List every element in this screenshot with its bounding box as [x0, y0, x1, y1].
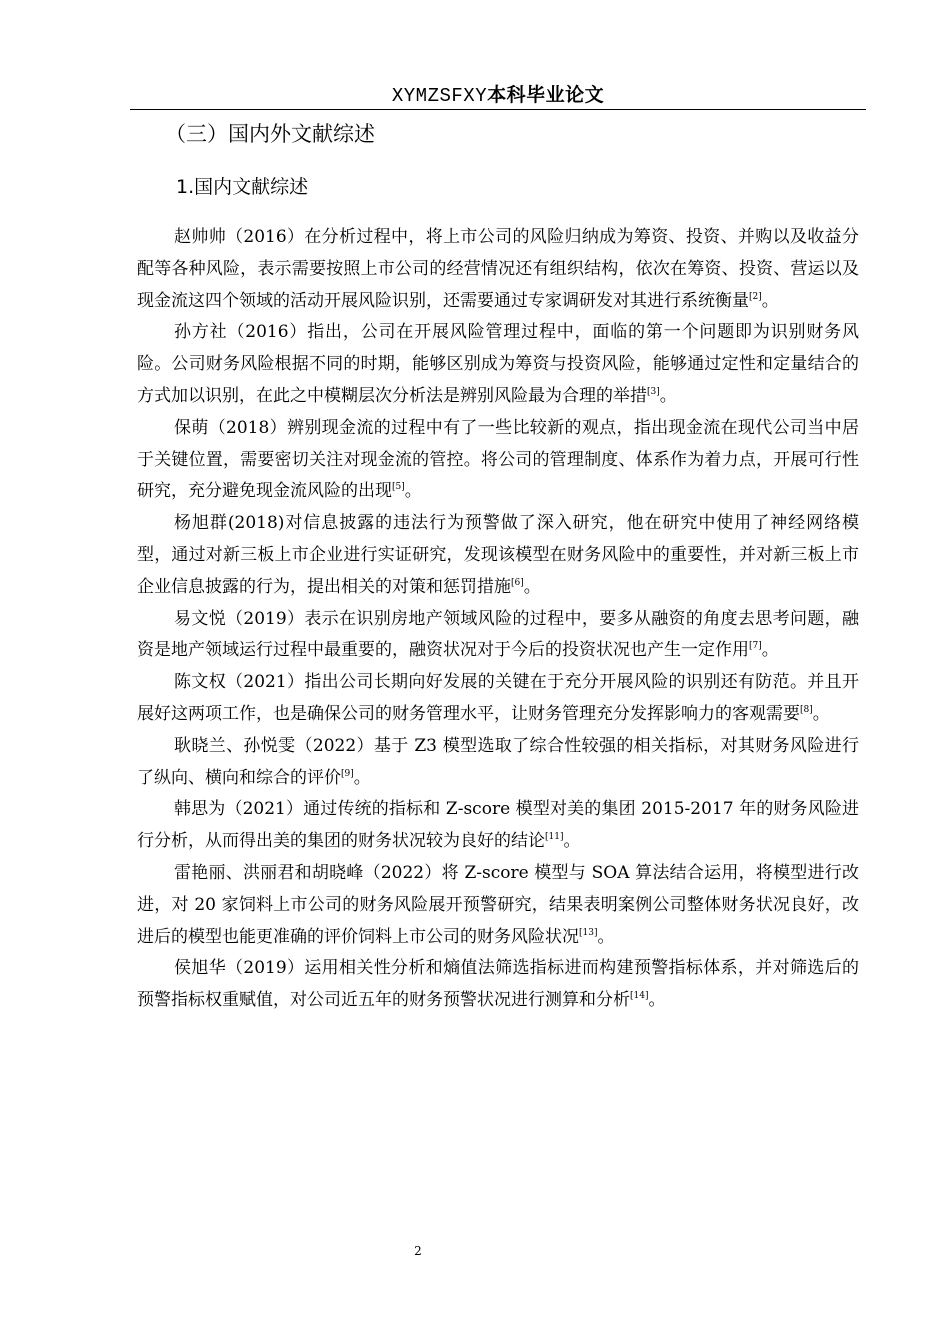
citation-ref: [13]	[579, 927, 598, 938]
citation-ref: [5]	[392, 482, 405, 493]
paragraph: 易文悦（2019）表示在识别房地产领域风险的过程中，要多从融资的角度去思考问题，融资是地产领域运行过程中最重要的，融资状况对于今后的投资状况也产生一定作用[7]。	[137, 608, 859, 661]
citation-ref: [14]	[630, 991, 649, 1002]
citation-ref: [3]	[647, 386, 660, 397]
page-header	[130, 82, 866, 110]
paragraph: 韩思为（2021）通过传统的指标和 Z-score 模型对美的集团 2015-2017 年的财务风险进行分析，从而得出美的集团的财务状况较为良好的结论[11]。	[137, 799, 859, 852]
paragraph: 赵帅帅（2016）在分析过程中，将上市公司的风险归纳成为筹资、投资、并购以及收益分配等各种风险，表示需要按照上市公司的经营情况还有组织结构，依次在筹资、投资、营运以及现金流这四个领域的活动开展风险识别，还需要通过专家调研发对其进行系统衡量[2]。	[137, 227, 859, 311]
subsection-heading: 1.国内文献综述	[176, 176, 309, 198]
header-title: 本科毕业论文	[487, 84, 605, 106]
citation-ref: [11]	[545, 832, 564, 843]
paragraph: 耿晓兰、孙悦雯（2022）基于 Z3 模型选取了综合性较强的相关指标，对其财务风险进行了纵向、横向和综合的评价[9]。	[137, 735, 859, 788]
citation-ref: [8]	[800, 704, 813, 715]
paragraph: 杨旭群(2018)对信息披露的违法行为预警做了深入研究，他在研究中使用了神经网络模型，通过对新三板上市企业进行实证研究，发现该模型在财务风险中的重要性，并对新三板上市企业信息披露的行为，提出相关的对策和惩罚措施[6]。	[137, 513, 859, 597]
paragraph: 陈文权（2021）指出公司长期向好发展的关键在于充分开展风险的识别还有防范。并且开展好这两项工作，也是确保公司的财务管理水平，让财务管理充分发挥影响力的客观需要[8]。	[137, 672, 859, 724]
citation-ref: [9]	[341, 768, 354, 779]
body-text	[137, 222, 859, 1017]
paragraph: 保萌（2018）辨别现金流的过程中有了一些比较新的观点，指出现金流在现代公司当中居于关键位置，需要密切关注对现金流的管控。将公司的管理制度、体系作为着力点，开展可行性研究，充分避免现金流风险的出现[5]。	[137, 417, 859, 502]
paragraph: 孙方社（2016）指出，公司在开展风险管理过程中，面临的第一个问题即为识别财务风险。公司财务风险根据不同的时期，能够区别成为筹资与投资风险，能够通过定性和定量结合的方式加以识别，在此之中模糊层次分析法是辨别风险最为合理的举措[3]。	[137, 322, 859, 406]
header-brand: XYMZSFXY	[391, 85, 488, 107]
paragraph: 侯旭华（2019）运用相关性分析和熵值法筛选指标进而构建预警指标体系，并对筛选后的预警指标权重赋值，对公司近五年的财务预警状况进行测算和分析[14]。	[137, 958, 859, 1011]
page-number: 2	[414, 1244, 422, 1258]
citation-ref: [2]	[749, 291, 762, 302]
citation-ref: [7]	[749, 641, 762, 652]
citation-ref: [6]	[511, 577, 524, 588]
section-heading: （三）国内外文献综述	[165, 122, 375, 146]
paragraph: 雷艳丽、洪丽君和胡晓峰（2022）将 Z-score 模型与 SOA 算法结合运用，将模型进行改进，对 20 家饲料上市公司的财务风险展开预警研究，结果表明案例公司整体财务状况良好，改进后的模型也能更准确的评价饲料上市公司的财务风险状况[13]。	[137, 862, 859, 947]
